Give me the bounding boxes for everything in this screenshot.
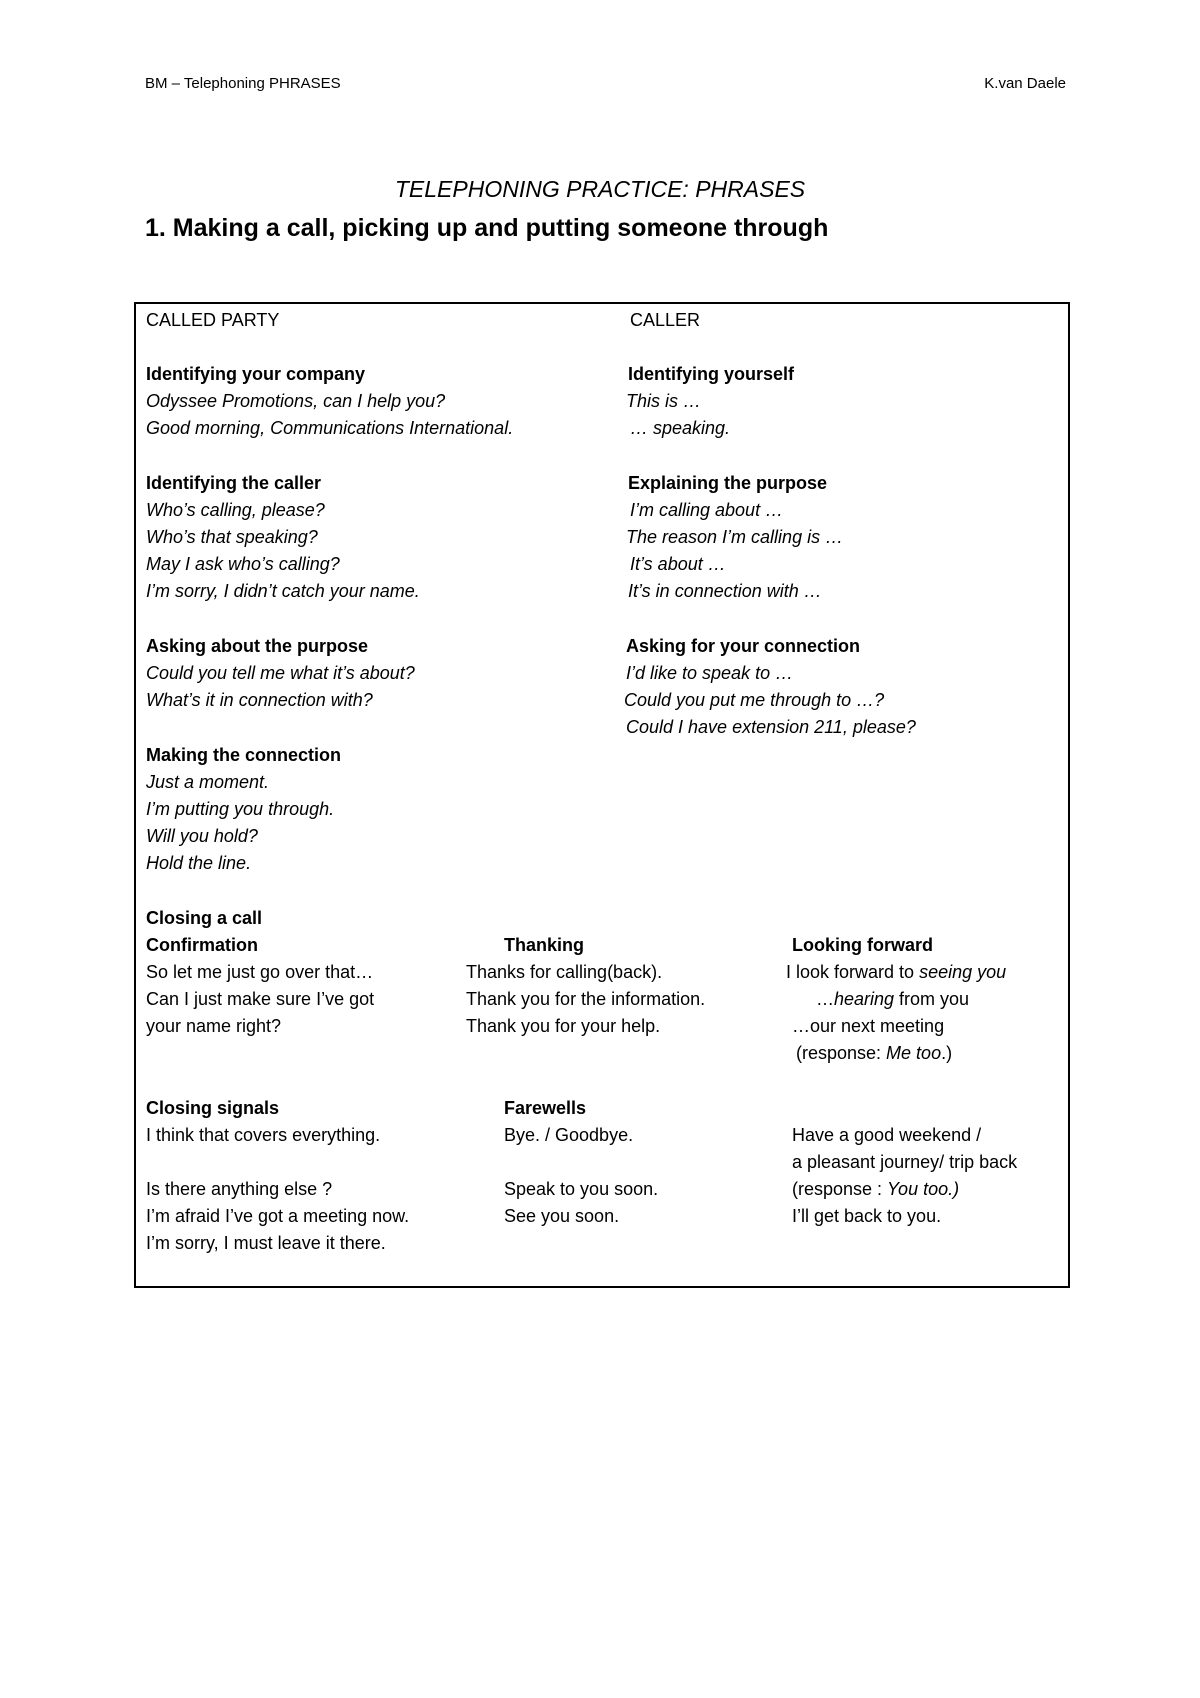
- phrase-line: Hold the line.: [146, 853, 252, 873]
- phrase-line: I’d like to speak to …: [626, 663, 794, 683]
- phrase-line: [786, 959, 1006, 986]
- called-party-header: CALLED PARTY: [146, 310, 280, 330]
- phrase-line: Odyssee Promotions, can I help you?: [146, 391, 446, 411]
- phrase-part: Me too: [886, 1043, 942, 1063]
- looking-forward-heading: Looking forward: [792, 935, 933, 955]
- section-heading: 1. Making a call, picking up and putting someone through: [145, 214, 829, 242]
- thanking-heading: Thanking: [504, 935, 584, 955]
- phrase-part: from you: [894, 989, 970, 1009]
- farewells-heading: Farewells: [504, 1098, 587, 1118]
- phrase-line: Thank you for the information.: [466, 989, 706, 1009]
- confirmation-heading: Confirmation: [146, 935, 258, 955]
- phrase-line: [796, 1040, 952, 1067]
- phrase-line: I’m afraid I’ve got a meeting now.: [146, 1206, 410, 1226]
- phrase-line: Speak to you soon.: [504, 1179, 659, 1199]
- phrase-part: seeing you: [919, 962, 1007, 982]
- caller-header: CALLER: [630, 310, 701, 330]
- phrase-line: It’s in connection with …: [628, 581, 822, 601]
- phrase-line: your name right?: [146, 1016, 282, 1036]
- header-left: BM – Telephoning PHRASES: [145, 75, 341, 92]
- phrase-line: Is there anything else ?: [146, 1179, 333, 1199]
- identifying-caller-heading: Identifying the caller: [146, 473, 322, 493]
- phrase-line: Have a good weekend /: [792, 1125, 982, 1145]
- phrase-line: I’m sorry, I must leave it there.: [146, 1233, 386, 1253]
- asking-connection-heading: Asking for your connection: [626, 636, 861, 656]
- phrase-part: I look forward to: [786, 962, 920, 982]
- phrase-part: hearing: [834, 989, 895, 1009]
- phrase-line: This is …: [626, 391, 702, 411]
- phrase-line: I’m calling about …: [630, 500, 784, 520]
- phrase-line: I think that covers everything.: [146, 1125, 381, 1145]
- phrase-part: (response:: [796, 1043, 887, 1063]
- phrase-line: Bye. / Goodbye.: [504, 1125, 634, 1145]
- phrase-line: Can I just make sure I’ve got: [146, 989, 375, 1009]
- phrase-line: See you soon.: [504, 1206, 620, 1226]
- phrase-line: It’s about …: [630, 554, 726, 574]
- explaining-purpose-heading: Explaining the purpose: [628, 473, 828, 493]
- identifying-company-heading: Identifying your company: [146, 364, 366, 384]
- phrase-part: You too.): [887, 1179, 960, 1199]
- phrase-line: Could you put me through to …?: [624, 690, 885, 710]
- asking-purpose-heading: Asking about the purpose: [146, 636, 369, 656]
- closing-heading: Closing a call: [146, 908, 263, 928]
- closing-signals-heading: Closing signals: [146, 1098, 280, 1118]
- phrase-line: So let me just go over that…: [146, 962, 374, 982]
- phrase-part: …: [816, 989, 834, 1009]
- phrase-line: Thanks for calling(back).: [466, 962, 663, 982]
- header-right: K.van Daele: [984, 75, 1066, 92]
- page-title: TELEPHONING PRACTICE: PHRASES: [394, 176, 806, 202]
- phrase-line: Will you hold?: [146, 826, 258, 846]
- phrase-line: Could I have extension 211, please?: [626, 717, 916, 737]
- phrase-line: Thank you for your help.: [466, 1016, 661, 1036]
- phrase-line: [792, 1176, 959, 1203]
- phrase-line: Who’s that speaking?: [146, 527, 318, 547]
- phrase-line: I’ll get back to you.: [792, 1206, 942, 1226]
- phrase-line: May I ask who’s calling?: [146, 554, 340, 574]
- phrase-line: …our next meeting: [792, 1016, 945, 1036]
- phrase-line: Just a moment.: [146, 772, 270, 792]
- phrase-line: [816, 986, 969, 1013]
- phrases-box: [134, 302, 1070, 1288]
- phrase-line: Could you tell me what it’s about?: [146, 663, 415, 683]
- phrase-part: .): [941, 1043, 953, 1063]
- phrase-part: (response :: [792, 1179, 888, 1199]
- phrase-line: I’m sorry, I didn’t catch your name.: [146, 581, 420, 601]
- identifying-yourself-heading: Identifying yourself: [628, 364, 795, 384]
- phrase-line: What’s it in connection with?: [146, 690, 373, 710]
- phrase-line: a pleasant journey/ trip back: [792, 1152, 1018, 1172]
- phrase-line: I’m putting you through.: [146, 799, 335, 819]
- making-connection-heading: Making the connection: [146, 745, 342, 765]
- phrase-line: … speaking.: [630, 418, 731, 438]
- phrase-line: Who’s calling, please?: [146, 500, 325, 520]
- phrase-line: The reason I’m calling is …: [626, 527, 844, 547]
- phrase-line: Good morning, Communications International.: [146, 418, 514, 438]
